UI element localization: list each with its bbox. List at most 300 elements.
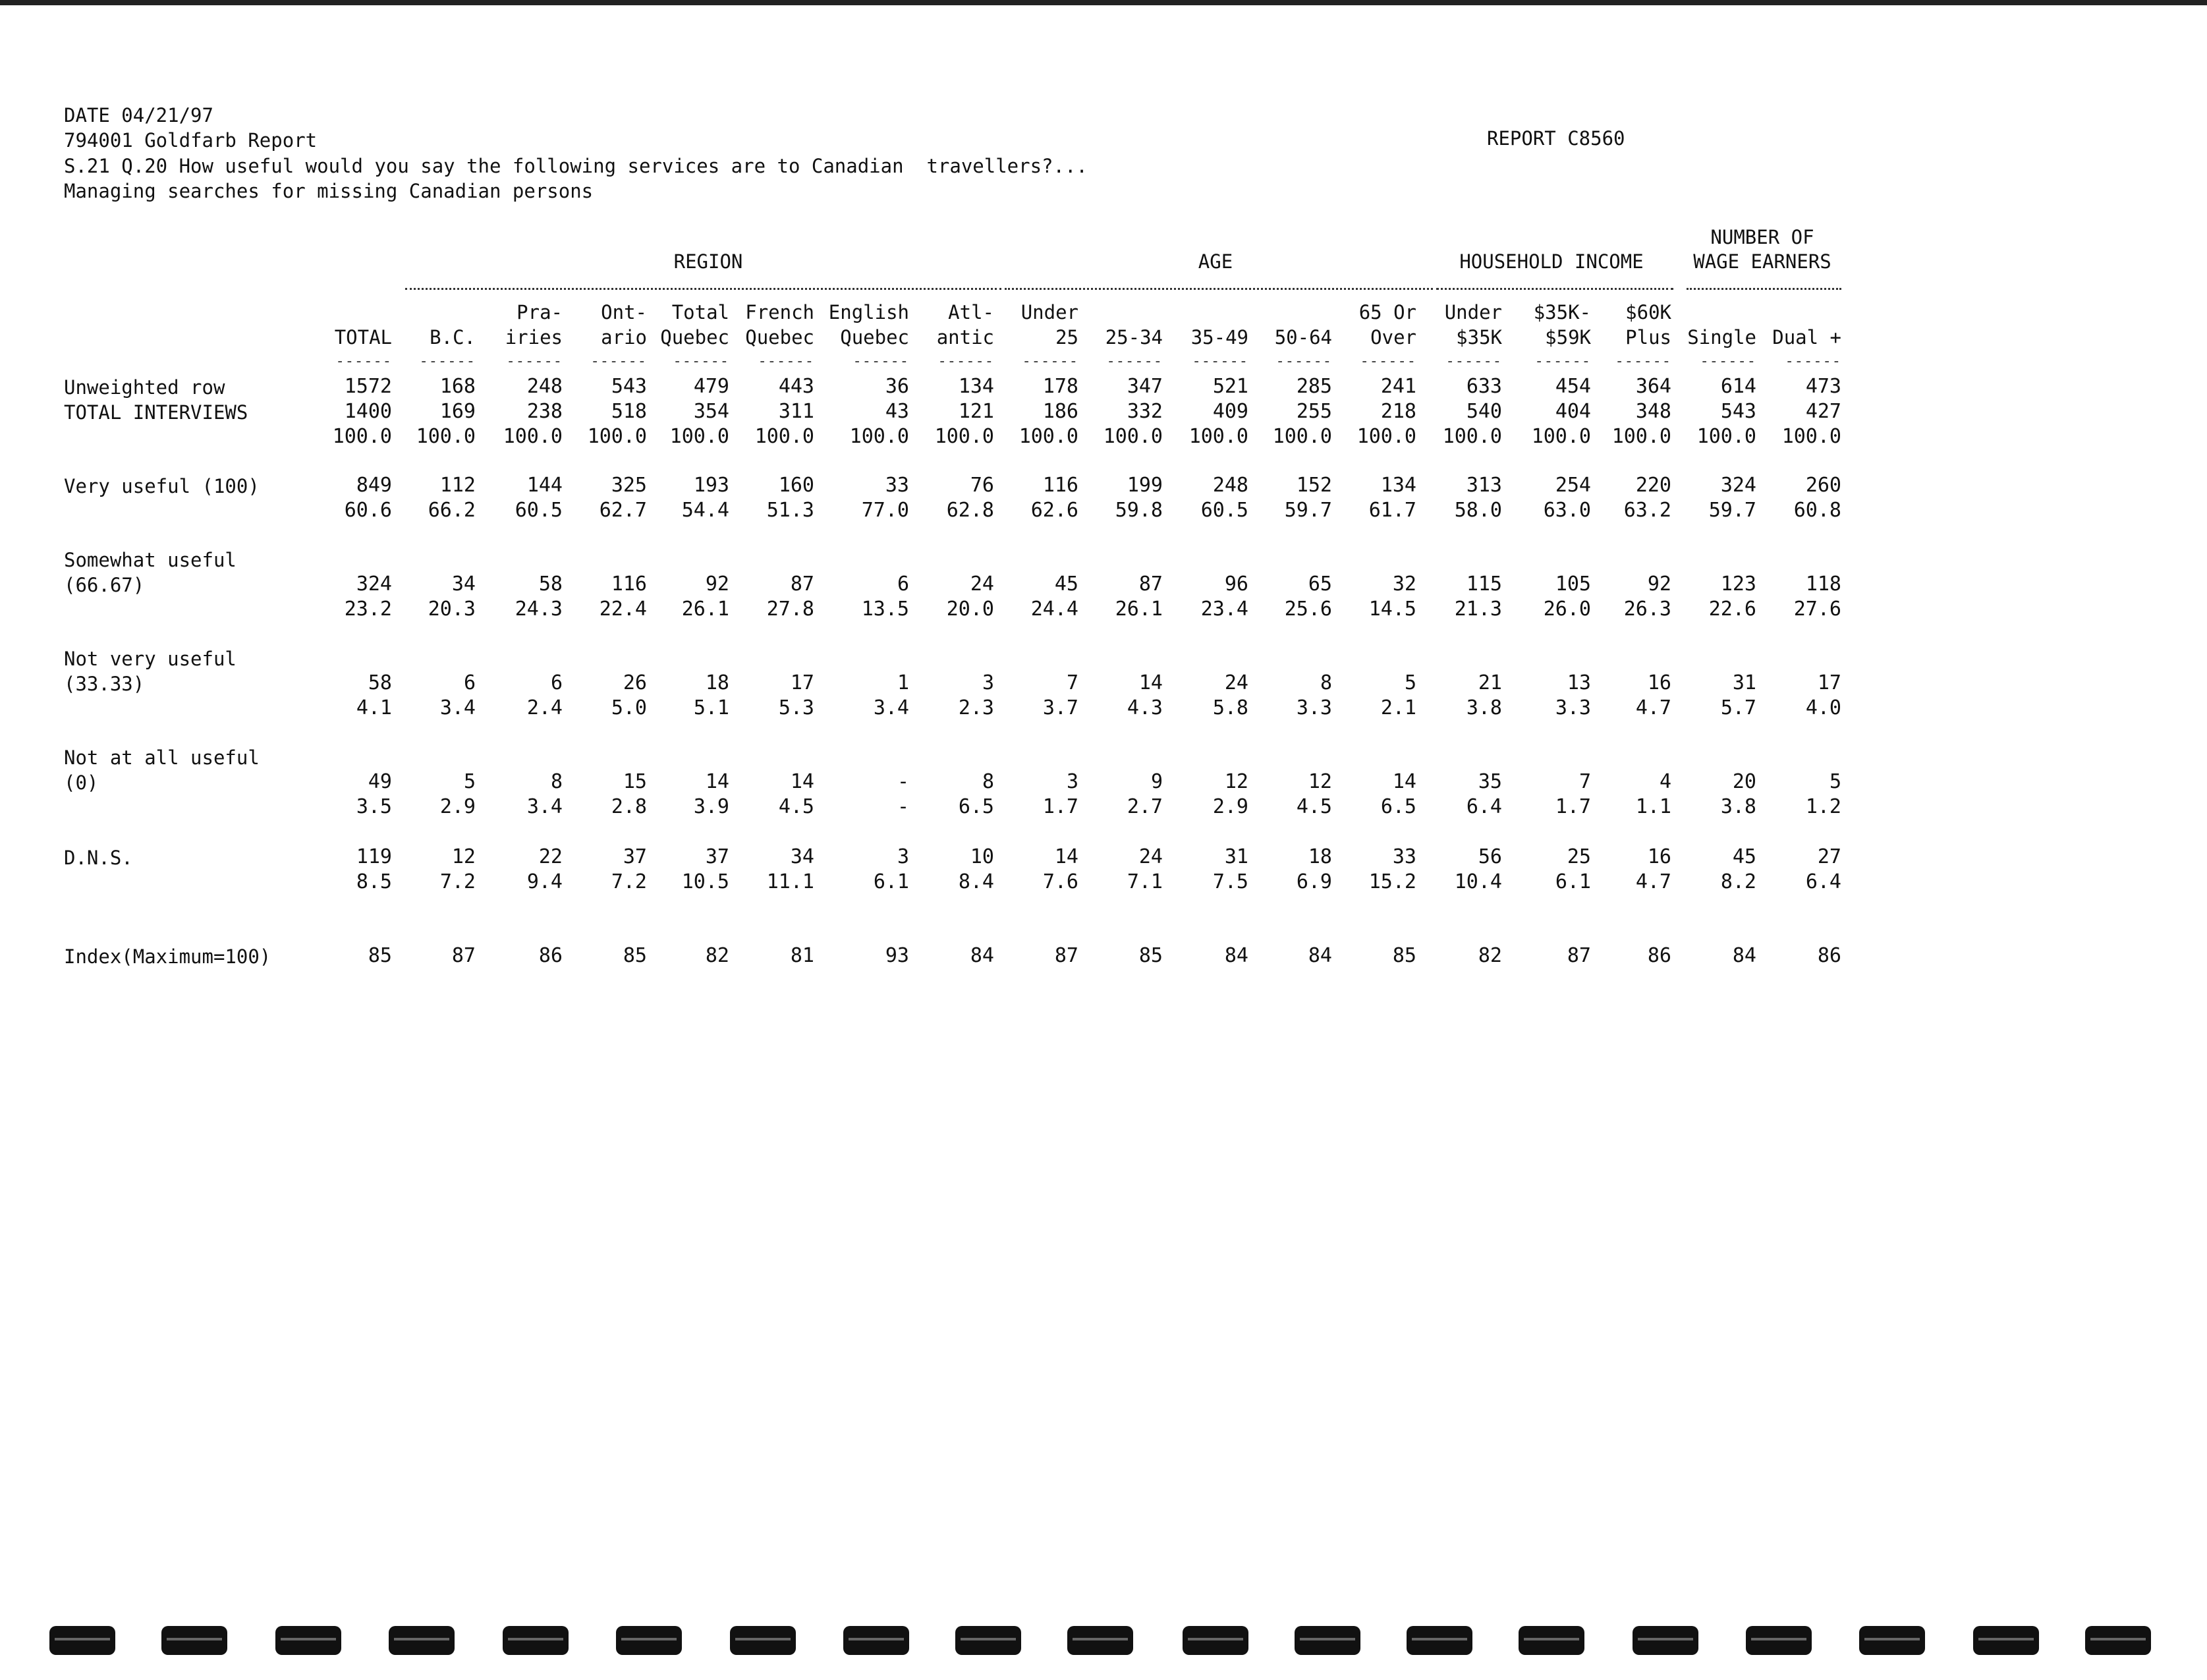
column-header-line2: 50-64: [1274, 326, 1332, 349]
table-cell: 7.1: [1127, 870, 1163, 893]
table-cell: 6.1: [873, 870, 909, 893]
table-cell: 23.4: [1200, 598, 1248, 621]
table-cell: 152: [1296, 474, 1332, 497]
table-cell: 144: [526, 474, 563, 497]
column-header-underline: ------: [1275, 353, 1332, 370]
table-cell: 186: [1042, 400, 1078, 423]
table-cell: 15: [623, 770, 647, 793]
table-cell: 614: [1720, 375, 1756, 398]
table-cell: 454: [1555, 375, 1591, 398]
table-cell: 6.1: [1555, 870, 1591, 893]
feed-tab: [161, 1626, 227, 1655]
table-cell: 34: [451, 573, 476, 596]
table-cell: 22.4: [599, 598, 647, 621]
table-cell: 313: [1466, 474, 1502, 497]
column-header-underline: ------: [1106, 353, 1163, 370]
table-cell: 8.5: [356, 870, 392, 893]
table-cell: 18: [1308, 845, 1332, 868]
table-cell: 60.5: [1200, 499, 1248, 522]
column-header-line2: antic: [936, 326, 994, 349]
feed-tab: [1407, 1626, 1472, 1655]
column-header-line2: Quebec: [745, 326, 814, 349]
table-cell: 9.4: [526, 870, 563, 893]
table-cell: 59.8: [1115, 499, 1163, 522]
table-cell: 45: [1054, 573, 1078, 596]
table-cell: 3.5: [356, 795, 392, 818]
table-cell: 8: [1320, 671, 1332, 694]
row-label: (66.67): [64, 574, 145, 596]
table-cell: 100.0: [1356, 425, 1416, 448]
table-cell: 25.6: [1284, 598, 1332, 621]
table-cell: 23.2: [344, 598, 392, 621]
table-cell: 21.3: [1454, 598, 1502, 621]
table-cell: 24.3: [515, 598, 563, 621]
feed-tab: [1973, 1626, 2039, 1655]
row-label: D.N.S.: [64, 847, 133, 869]
column-header-line1: French: [745, 301, 814, 323]
table-cell: 56: [1478, 845, 1502, 868]
column-header-line2: $59K: [1545, 326, 1591, 349]
feed-tab: [49, 1626, 115, 1655]
table-cell: 3.7: [1042, 696, 1078, 719]
table-cell: 14: [1392, 770, 1416, 793]
table-cell: 24: [1138, 845, 1163, 868]
table-cell: 8: [550, 770, 563, 793]
table-cell: 100.0: [416, 425, 476, 448]
table-cell: 59.7: [1708, 499, 1756, 522]
table-cell: 100.0: [587, 425, 647, 448]
table-cell: 7.5: [1212, 870, 1248, 893]
table-cell: 4.0: [1805, 696, 1841, 719]
table-cell: 100.0: [503, 425, 563, 448]
table-cell: 100.0: [1611, 425, 1671, 448]
table-cell: 66.2: [428, 499, 476, 522]
table-cell: 36: [885, 375, 909, 398]
table-cell: 116: [1042, 474, 1078, 497]
table-cell: 220: [1635, 474, 1671, 497]
table-cell: 5: [1404, 671, 1416, 694]
table-cell: 10: [970, 845, 994, 868]
table-cell: 311: [778, 400, 814, 423]
table-cell: 255: [1296, 400, 1332, 423]
feed-tab: [389, 1626, 455, 1655]
table-cell: 3: [1066, 770, 1078, 793]
feed-tab: [616, 1626, 682, 1655]
table-cell: 543: [611, 375, 647, 398]
column-header-underline: ------: [1615, 353, 1671, 370]
group-header-wage-earners-line2: WAGE EARNERS: [1693, 250, 1831, 273]
feed-tab: [1746, 1626, 1812, 1655]
table-cell: 84: [1732, 944, 1756, 967]
table-cell: 32: [1392, 573, 1416, 596]
table-cell: 105: [1555, 573, 1591, 596]
column-header-line1: Under: [1444, 301, 1502, 323]
page-top-edge: [0, 0, 2207, 5]
table-cell: 100.0: [1531, 425, 1591, 448]
report-id: REPORT C8560: [1487, 127, 1625, 150]
table-cell: 1.7: [1042, 795, 1078, 818]
table-cell: 62.6: [1030, 499, 1078, 522]
column-header-underline: ------: [1534, 353, 1591, 370]
table-cell: 63.0: [1543, 499, 1591, 522]
table-cell: 87: [451, 944, 476, 967]
table-cell: 49: [368, 770, 392, 793]
row-label: TOTAL INTERVIEWS: [64, 401, 248, 424]
table-cell: 409: [1212, 400, 1248, 423]
group-header-wage-earners-line1: NUMBER OF: [1710, 226, 1814, 248]
table-cell: 518: [611, 400, 647, 423]
table-cell: 1572: [344, 375, 392, 398]
table-cell: 8: [982, 770, 994, 793]
feed-tab: [955, 1626, 1021, 1655]
table-cell: 8.4: [958, 870, 994, 893]
wage-earners-group-rule: [1687, 288, 1841, 290]
table-cell: 479: [693, 375, 729, 398]
table-cell: 35: [1478, 770, 1502, 793]
column-header-underline: ------: [506, 353, 563, 370]
column-header-underline: ------: [1445, 353, 1502, 370]
row-label: (0): [64, 771, 99, 794]
table-cell: 16: [1647, 845, 1671, 868]
table-cell: 84: [1224, 944, 1248, 967]
row-label: Index(Maximum=100): [64, 945, 271, 968]
table-cell: 13: [1567, 671, 1591, 694]
table-cell: 100.0: [1103, 425, 1163, 448]
column-header-underline: ------: [1700, 353, 1756, 370]
table-cell: 87: [1054, 944, 1078, 967]
table-cell: 85: [1138, 944, 1163, 967]
table-cell: 332: [1127, 400, 1163, 423]
table-cell: 22: [538, 845, 563, 868]
table-cell: 118: [1805, 573, 1841, 596]
table-cell: 543: [1720, 400, 1756, 423]
table-cell: 6.4: [1466, 795, 1502, 818]
column-header-underline: ------: [758, 353, 814, 370]
column-header-line2: 35-49: [1190, 326, 1248, 349]
table-cell: 86: [538, 944, 563, 967]
table-cell: 14.5: [1368, 598, 1416, 621]
table-cell: 5: [463, 770, 476, 793]
table-cell: 7: [1066, 671, 1078, 694]
table-cell: 61.7: [1368, 499, 1416, 522]
report-date: DATE 04/21/97: [64, 104, 213, 126]
table-cell: 17: [1817, 671, 1841, 694]
table-cell: 10.5: [681, 870, 729, 893]
table-cell: 45: [1732, 845, 1756, 868]
group-header-region: REGION: [673, 250, 743, 273]
table-cell: 24: [970, 573, 994, 596]
table-cell: 100.0: [1019, 425, 1078, 448]
row-label: Not at all useful: [64, 746, 260, 769]
table-cell: 58: [368, 671, 392, 694]
column-header-line1: Total: [671, 301, 729, 323]
column-header-line1: Under: [1020, 301, 1078, 323]
table-cell: 112: [439, 474, 476, 497]
table-cell: 4.3: [1127, 696, 1163, 719]
table-cell: -: [897, 770, 909, 793]
table-cell: 540: [1466, 400, 1502, 423]
feed-tab: [503, 1626, 569, 1655]
table-cell: 24.4: [1030, 598, 1078, 621]
table-cell: 34: [790, 845, 814, 868]
income-group-rule: [1436, 288, 1673, 290]
table-cell: 3.9: [693, 795, 729, 818]
table-cell: 87: [790, 573, 814, 596]
table-cell: 1.1: [1635, 795, 1671, 818]
table-cell: 85: [1392, 944, 1416, 967]
region-group-rule: [405, 288, 1001, 290]
table-cell: 26.3: [1623, 598, 1671, 621]
table-cell: 26: [623, 671, 647, 694]
table-cell: 248: [1212, 474, 1248, 497]
table-cell: 11.1: [766, 870, 814, 893]
table-cell: 7: [1578, 770, 1591, 793]
table-cell: 16: [1647, 671, 1671, 694]
table-cell: 100.0: [849, 425, 909, 448]
table-cell: 5.8: [1212, 696, 1248, 719]
table-cell: 116: [611, 573, 647, 596]
table-cell: 85: [368, 944, 392, 967]
table-cell: 218: [1380, 400, 1416, 423]
table-cell: 3.3: [1296, 696, 1332, 719]
feed-tab: [1067, 1626, 1133, 1655]
column-header-line1: Pra-: [517, 301, 563, 323]
table-cell: 20.0: [946, 598, 994, 621]
table-cell: 81: [790, 944, 814, 967]
table-cell: 178: [1042, 375, 1078, 398]
feed-tab: [1183, 1626, 1248, 1655]
table-cell: 2.9: [1212, 795, 1248, 818]
table-cell: 12: [1224, 770, 1248, 793]
table-cell: 121: [958, 400, 994, 423]
table-cell: 14: [1054, 845, 1078, 868]
table-cell: 85: [623, 944, 647, 967]
column-header-underline: ------: [1785, 353, 1841, 370]
table-cell: 31: [1224, 845, 1248, 868]
report-question: S.21 Q.20 How useful would you say the following services are to Canadian travellers?...: [64, 155, 1088, 177]
column-header-line2: $35K: [1456, 326, 1502, 349]
table-cell: 12: [451, 845, 476, 868]
row-label: Not very useful: [64, 648, 237, 670]
table-cell: 82: [1478, 944, 1502, 967]
table-cell: 62.8: [946, 499, 994, 522]
table-cell: 60.6: [344, 499, 392, 522]
table-cell: 51.3: [766, 499, 814, 522]
table-cell: 324: [1720, 474, 1756, 497]
column-header-underline: ------: [937, 353, 994, 370]
table-cell: 2.4: [526, 696, 563, 719]
row-label: (33.33): [64, 673, 145, 695]
column-header-line1: Ont-: [601, 301, 647, 323]
column-header-underline: ------: [1192, 353, 1248, 370]
table-cell: 5: [1829, 770, 1841, 793]
table-cell: 86: [1647, 944, 1671, 967]
table-cell: 27: [1817, 845, 1841, 868]
table-cell: 2.1: [1380, 696, 1416, 719]
table-cell: 193: [693, 474, 729, 497]
table-cell: 87: [1138, 573, 1163, 596]
table-cell: 1.7: [1555, 795, 1591, 818]
table-cell: 5.1: [693, 696, 729, 719]
table-cell: 169: [439, 400, 476, 423]
column-header-underline: ------: [1022, 353, 1078, 370]
table-cell: 77.0: [861, 499, 909, 522]
table-cell: 14: [705, 770, 729, 793]
table-cell: 241: [1380, 375, 1416, 398]
table-cell: 3: [897, 845, 909, 868]
table-cell: 134: [1380, 474, 1416, 497]
table-cell: 26.1: [681, 598, 729, 621]
table-cell: 364: [1635, 375, 1671, 398]
column-header-line2: B.C.: [430, 326, 476, 349]
table-cell: 60.5: [515, 499, 563, 522]
table-cell: 4.5: [778, 795, 814, 818]
table-cell: 7.2: [611, 870, 647, 893]
table-cell: 6: [897, 573, 909, 596]
table-cell: 4.5: [1296, 795, 1332, 818]
table-cell: 254: [1555, 474, 1591, 497]
column-header-line1: English: [828, 301, 909, 323]
table-cell: 6: [463, 671, 476, 694]
column-header-underline: ------: [852, 353, 909, 370]
table-cell: 3.4: [526, 795, 563, 818]
table-cell: 14: [1138, 671, 1163, 694]
table-cell: 6.4: [1805, 870, 1841, 893]
table-cell: 100.0: [1781, 425, 1841, 448]
feed-tab: [1295, 1626, 1360, 1655]
table-cell: 134: [958, 375, 994, 398]
table-cell: 1.2: [1805, 795, 1841, 818]
table-cell: 5.0: [611, 696, 647, 719]
table-cell: 33: [1392, 845, 1416, 868]
table-cell: 65: [1308, 573, 1332, 596]
table-cell: 7.2: [439, 870, 476, 893]
table-cell: 27.6: [1793, 598, 1841, 621]
table-cell: 348: [1635, 400, 1671, 423]
table-cell: 76: [970, 474, 994, 497]
column-header-line2: 25: [1055, 326, 1078, 349]
table-cell: 633: [1466, 375, 1502, 398]
feed-tab: [275, 1626, 341, 1655]
table-cell: 404: [1555, 400, 1591, 423]
table-cell: 199: [1127, 474, 1163, 497]
table-cell: 17: [790, 671, 814, 694]
table-cell: 25: [1567, 845, 1591, 868]
column-header-line2: Quebec: [660, 326, 729, 349]
column-header-line1: $60K: [1625, 301, 1671, 323]
table-cell: 324: [356, 573, 392, 596]
table-cell: 92: [705, 573, 729, 596]
table-cell: 6.9: [1296, 870, 1332, 893]
report-client: 794001 Goldfarb Report: [64, 129, 318, 152]
column-header-underline: ------: [1360, 353, 1416, 370]
table-cell: 33: [885, 474, 909, 497]
column-header-line2: Over: [1370, 326, 1416, 349]
table-cell: 119: [356, 845, 392, 868]
table-cell: 2.7: [1127, 795, 1163, 818]
table-cell: 3.4: [439, 696, 476, 719]
table-cell: 2.9: [439, 795, 476, 818]
table-cell: 325: [611, 474, 647, 497]
column-header-line1: $35K-: [1533, 301, 1591, 323]
table-cell: 521: [1212, 375, 1248, 398]
table-cell: 248: [526, 375, 563, 398]
feed-tab: [1519, 1626, 1584, 1655]
table-cell: 4.1: [356, 696, 392, 719]
table-cell: 8.2: [1720, 870, 1756, 893]
table-cell: 2.3: [958, 696, 994, 719]
table-cell: 7.6: [1042, 870, 1078, 893]
column-header-line2: ario: [601, 326, 647, 349]
table-cell: 62.7: [599, 499, 647, 522]
table-cell: 5.3: [778, 696, 814, 719]
table-cell: 6.5: [1380, 795, 1416, 818]
column-header-underline: ------: [419, 353, 476, 370]
table-cell: 354: [693, 400, 729, 423]
table-cell: 100.0: [1188, 425, 1248, 448]
table-cell: 3.4: [873, 696, 909, 719]
table-cell: 3.3: [1555, 696, 1591, 719]
table-cell: 37: [623, 845, 647, 868]
table-cell: 849: [356, 474, 392, 497]
table-cell: 82: [705, 944, 729, 967]
table-cell: 84: [1308, 944, 1332, 967]
table-cell: 24: [1224, 671, 1248, 694]
table-cell: 15.2: [1368, 870, 1416, 893]
table-cell: 100.0: [669, 425, 729, 448]
table-cell: 100.0: [1442, 425, 1502, 448]
table-cell: 20.3: [428, 598, 476, 621]
table-cell: 18: [705, 671, 729, 694]
table-cell: 100.0: [934, 425, 994, 448]
table-cell: 443: [778, 375, 814, 398]
table-cell: 347: [1127, 375, 1163, 398]
column-header-line2: Dual +: [1772, 326, 1841, 349]
table-cell: 10.4: [1454, 870, 1502, 893]
table-cell: 4.7: [1635, 696, 1671, 719]
table-cell: 60.8: [1793, 499, 1841, 522]
table-cell: 26.1: [1115, 598, 1163, 621]
row-label: Very useful (100): [64, 475, 260, 497]
table-cell: 4.7: [1635, 870, 1671, 893]
table-cell: 115: [1466, 573, 1502, 596]
column-header-line1: Atl-: [948, 301, 994, 323]
table-cell: 2.8: [611, 795, 647, 818]
feed-tab: [843, 1626, 909, 1655]
column-header-line2: Plus: [1625, 326, 1671, 349]
table-cell: 160: [778, 474, 814, 497]
table-cell: 31: [1732, 671, 1756, 694]
table-cell: 86: [1817, 944, 1841, 967]
table-cell: 123: [1720, 573, 1756, 596]
table-cell: 20: [1732, 770, 1756, 793]
table-cell: 285: [1296, 375, 1332, 398]
column-header-underline: ------: [335, 353, 392, 370]
table-cell: 3: [982, 671, 994, 694]
table-cell: 37: [705, 845, 729, 868]
table-cell: 58.0: [1454, 499, 1502, 522]
column-header-line2: 25-34: [1105, 326, 1163, 349]
table-cell: 100.0: [1272, 425, 1332, 448]
table-cell: 59.7: [1284, 499, 1332, 522]
column-header-underline: ------: [590, 353, 647, 370]
table-cell: 9: [1150, 770, 1163, 793]
table-cell: 100.0: [332, 425, 392, 448]
table-cell: 1: [897, 671, 909, 694]
feed-tab: [1859, 1626, 1925, 1655]
table-cell: 43: [885, 400, 909, 423]
table-cell: 21: [1478, 671, 1502, 694]
